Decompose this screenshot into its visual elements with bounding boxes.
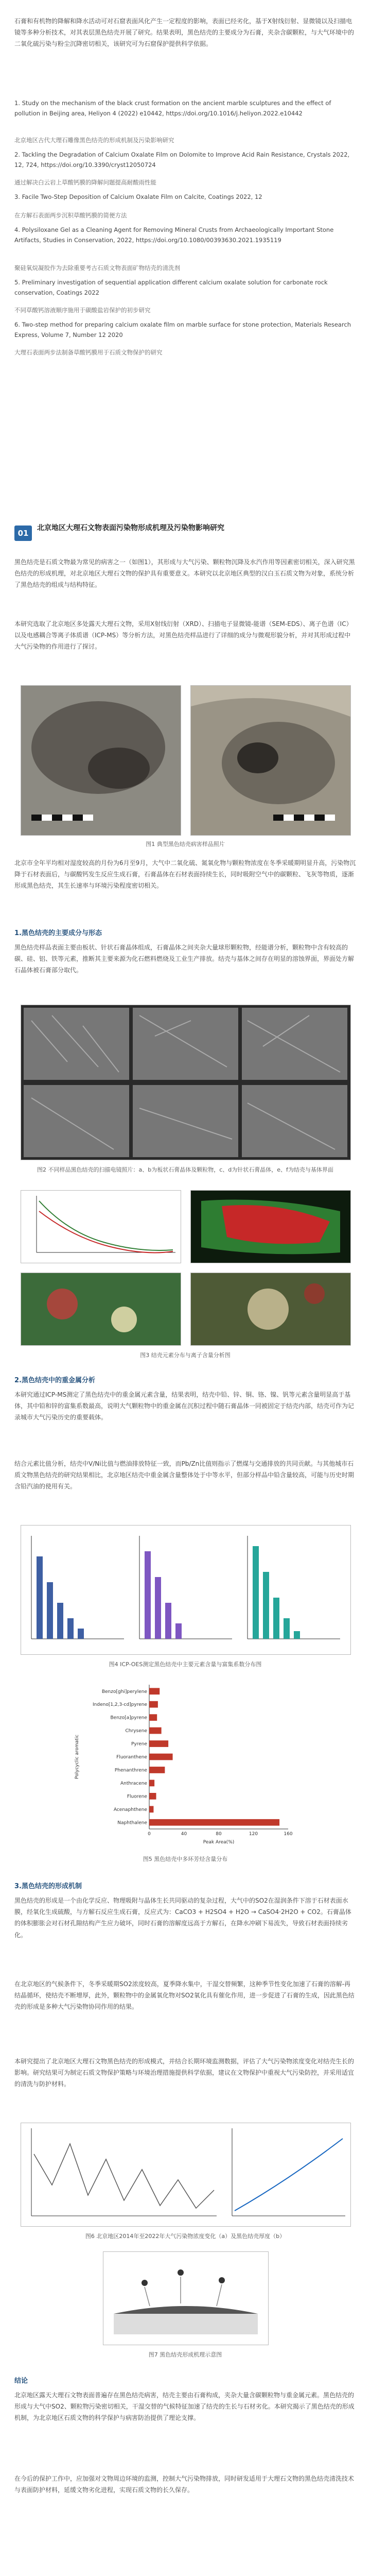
reference-6: 6. Two-step method for preparing calcium oxalate film on marble surface for stone protection, Materials Research Express, Volume 7, Number 12 2020 [14,321,351,339]
reference-3: 3. Facile Two-Step Deposition of Calcium Oxalate Film on Calcite, Coatings 2022, 12 [14,193,262,200]
figure-3-micrograph-right [190,1273,351,1346]
figure-5-caption: 图5 黑色结壳中多环芳烃含量分布 [143,1856,228,1862]
pah-category-label: Fluoranthene [116,1755,147,1760]
figure-2-sem-grid [21,1005,351,1160]
section-heading-4: 结论 [14,2377,28,2385]
figure-2-caption: 图2 不同样品黑色结壳的扫描电镜照片：a、b为板状石膏晶体及颗粒物，c、d为针状石膏晶体，e、f为结壳与基体界面 [37,1166,333,1173]
pah-bar [149,1714,157,1721]
section-heading-2: 2.黑色结壳中的重金属分析 [14,1377,95,1384]
intro-paragraph: 石膏和有机物的降解和降水活动可对石窟表面风化产生一定程度的影响，表面已经劣化，基于X射线衍射、显微镜以及扫描电镜等多种分析技术，对其表层黑色结壳开展了研究。结果表明，黑色结壳的主要成分为石膏，夹杂含碳颗粒，与大气环境中的二氧化硫污染与粉尘沉降密切相关，该研究可为石窟保护提供科学依据。 [14,18,355,48]
figure-3-caption: 图3 结壳元素分布与离子含量分析图 [140,1352,231,1359]
pah-category-label: Pyrene [131,1741,147,1747]
section-heading-3: 3.黑色结壳的形成机制 [14,1883,82,1890]
article-paragraph-3: 北京市全年平均相对湿度较高的月份为6月至9月，大气中二氧化硫、氮氧化物与颗粒物浓度在冬季采暖期明显升高，污染物沉降于石材表面后，与碳酸钙发生反应生成石膏，石膏晶体在石材表面持续生长，同时吸附空气中的碳颗粒、飞灰等物质，逐渐形成黑色结壳，其生长速率与环境污染程度密切相关。 [14,859,356,890]
pah-bar [149,1819,279,1826]
pah-tick-label: 40 [181,1832,187,1837]
pah-category-label: Acenaphthene [113,1807,147,1812]
pah-bar [149,1767,165,1773]
figure-4-caption: 图4 ICP-OES测定黑色结壳中主要元素含量与富集系数分布图 [109,1661,262,1668]
reference-2: 2. Tackling the Degradation of Calcium Oxalate Film on Dolomite to Improve Acid Rain Resistance, Crystals 2022, 12, 724, https://doi.org/10.3390/cryst12050724 [14,151,350,169]
pah-category-label: Naphthalene [117,1820,147,1826]
pah-bar [149,1701,158,1708]
article-paragraph-1: 黑色结壳是石质文物最为常见的病害之一（如图1），其形成与大气污染、颗粒物沉降及水汽作用等因素密切相关，深入研究黑色结壳的形成机理，对北京地区大理石文物的保护具有重要意义。本研究以北京地区典型的汉白玉石质文物为对象，系统分析了黑色结壳的组成与结构特征。 [14,558,355,589]
article-paragraph-2: 本研究选取了北京地区多处露天大理石文物，采用X射线衍射（XRD）、扫描电子显微镜-能谱（SEM-EDS）、离子色谱（IC）以及电感耦合等离子体质谱（ICP-MS）等分析方法，对黑色结壳样品进行了详细的成分与微观形貌分析，并对其形成过程中大气污染物的作用进行了探讨。 [14,620,352,651]
figure-3-micrograph-left [21,1273,181,1346]
figure-6-timeseries [21,2123,351,2227]
figure-6-caption: 图6 北京地区2014年至2022年大气污染物浓度变化（a）及黑色结壳厚度（b） [85,2233,286,2240]
pah-category-label: Benzo[a]pyrene [110,1715,147,1721]
pah-category-label: Fluorene [127,1794,147,1800]
reference-3-cn: 在方解石表面两步沉积草酸钙膜的简便方法 [14,212,127,219]
pah-tick-label: 120 [249,1832,258,1837]
figure-7-caption: 图7 黑色结壳形成机理示意图 [148,2351,222,2358]
article-title: 北京地区大理石文物表面污染物形成机理及污染物影响研究 [37,524,224,532]
reference-6-cn: 大理石表面两步法制备草酸钙膜用于石质文物保护的研究 [14,349,163,356]
figure-3-element-map [190,1190,351,1263]
article-paragraph-5: 本研究通过ICP-MS测定了黑色结壳中的重金属元素含量，结果表明，结壳中铅、锌、铜、铬、镍、钒等元素含量明显高于基体，其中铅和锌的富集系数最高，说明大气颗粒物中的重金属在沉积过程中随石膏晶体一同被固定于结壳内部，结壳可作为记录城市大气污染历史的重要载体。 [14,1391,355,1421]
pah-bar [149,1754,173,1760]
article-paragraph-8: 在北京地区的气候条件下，冬季采暖期SO2浓度较高，夏季降水集中，干湿交替频繁，这种季节性变化加速了石膏的溶解-再结晶循环，使结壳不断增厚，此外，颗粒物中的金属氧化物对SO2氧化具有催化作用，进一步促进了石膏的生成，因此黑色结壳的形成是多种大气污染物协同作用的结果。 [14,1980,355,2011]
figure-1-caption: 图1 典型黑色结壳病害样品照片 [146,841,225,848]
reference-5: 5. Preliminary investigation of sequential application different calcium oxalate solution for carbonate rock conservation, Coatings 2022 [14,279,328,297]
pah-category-label: Indeno[1,2,3-cd]pyrene [93,1702,147,1708]
reference-2-cn: 通过解决白云岩上草酸钙膜的降解问题提高耐酸雨性能 [14,179,156,186]
pah-y-axis-label: Polycyclic aromatic [75,1734,80,1780]
reference-4-cn: 聚硅氧烷凝胶作为去除重要考古石质文物表面矿物结壳的清洗剂 [14,264,180,272]
pah-category-label: Benzo[ghi]perylene [101,1689,147,1694]
figure-5-bar-chart [72,1680,298,1850]
pah-category-label: Phenanthrene [114,1768,147,1773]
article-paragraph-11: 在今后的保护工作中，应加强对文物周边环境的监测，控制大气污染物排放，同时研发适用于大理石文物的黑色结壳清洗技术与表面防护材料，延缓文物劣化进程，实现石质文物的长久保存。 [14,2475,355,2494]
pah-x-axis-label: Peak Area(%) [203,1840,235,1845]
pah-bar [149,1740,168,1747]
reference-1: 1. Study on the mechanism of the black crust formation on the ancient marble sculptures and the effect of pollution in Beijing area, Heliyon 4 (2022) e10442, https://doi.org/10.1016/j.heliyon.2022.e10442 [14,99,331,117]
pah-bar [149,1806,153,1812]
reference-5-cn: 不同草酸钙溶液顺序施用于碳酸盐岩保护的初步研究 [14,307,151,314]
pah-tick-label: 80 [216,1832,222,1837]
section-heading-1: 1.黑色结壳的主要成分与形态 [14,929,102,937]
figure-1-photo-left [21,685,181,836]
pah-category-label: Anthracene [120,1781,147,1786]
article-paragraph-10: 北京地区露天大理石文物表面普遍存在黑色结壳病害，结壳主要由石膏构成，夹杂大量含碳颗粒物与重金属元素。黑色结壳的形成与大气中SO2、颗粒物污染密切相关，干湿交替的气候特征加速了结壳的生长与石材劣化。本研究揭示了黑色结壳的形成机制，为北京地区石质文物的科学保护与病害防治提供了理论支撑。 [14,2392,355,2422]
reference-4: 4. Polysiloxane Gel as a Cleaning Agent for Removing Mineral Crusts from Archaeologically Important Stone Artifacts, Studies in Conservation, 2022, https://doi.org/10.1080/00393630.2021.1935119 [14,226,334,244]
reference-1-cn: 北京地区古代大理石雕像黑色结壳的形成机制及污染影响研究 [14,137,174,144]
figure-3-line-plot [21,1190,181,1263]
article-paragraph-4: 黑色结壳样品表面主要由板状、针状石膏晶体组成，石膏晶体之间夹杂大量球形颗粒物，经能谱分析，颗粒物中含有较高的碳、硅、铝、铁等元素，推断其主要来源为化石燃料燃烧及工业生产排放。结壳与基体之间存在明显的溶蚀界面，界面处方解石晶体被石膏部分取代。 [14,944,355,974]
figure-4-histograms [21,1525,351,1655]
pah-bar [149,1688,160,1694]
pah-tick-label: 160 [284,1832,293,1837]
pah-bar [149,1780,154,1787]
pah-bar [149,1793,156,1800]
article-number-badge: 01 [14,526,32,541]
figure-1-photo-right [190,685,351,836]
pah-tick-label: 0 [148,1832,151,1837]
pah-bar [149,1727,162,1734]
figure-7-schematic [103,2251,269,2345]
article-paragraph-9: 本研究提出了北京地区大理石文物黑色结壳的形成模式，并结合长期环境监测数据，评估了大气污染物浓度变化对结壳生长的影响。研究结果可为制定石质文物保护策略与环境治理措施提供科学依据，建议在文物保护中重视大气污染防控，并采用适宜的清洗与防护材料。 [14,2058,355,2088]
article-paragraph-7: 黑色结壳的形成是一个由化学反应、物理吸附与晶体生长共同驱动的复杂过程，大气中的SO2在湿润条件下溶于石材表面水膜，经氧化生成硫酸，与方解石反应生成石膏，反应式为：CaCO3 + H2SO4 + H2O → CaSO4·2H2O + CO2。石膏晶体的体积膨胀会对石材孔隙结构产生应力破坏，同时石膏的溶解度远高于方解石，在降水冲刷下易流失，导致石材表面持续劣化。 [14,1897,351,1939]
pah-category-label: Chrysene [125,1728,147,1734]
article-paragraph-6: 结合元素比值分析，结壳中V/Ni比值与燃油排放特征一致，而Pb/Zn比值则指示了燃煤与交通排放的共同贡献。与其他城市石质文物黑色结壳的研究结果相比，北京地区结壳中重金属含量整体处于中等水平，但部分样品中铅含量较高，可能与历史时期含铅汽油的使用有关。 [14,1460,355,1490]
